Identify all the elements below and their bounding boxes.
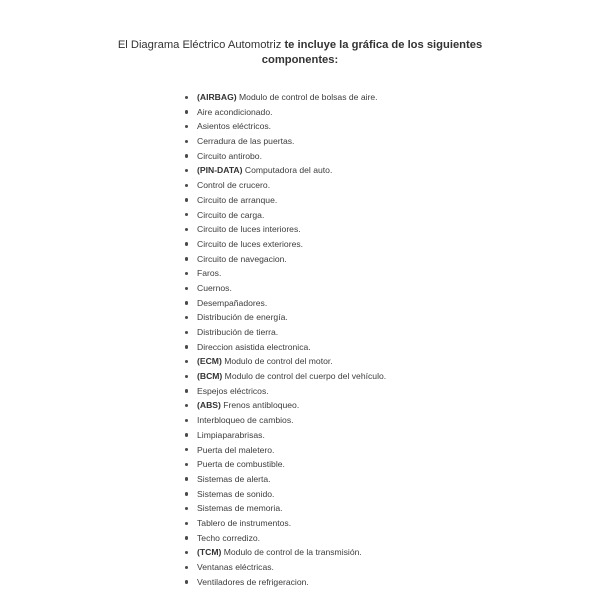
bullet-icon — [185, 360, 188, 363]
component-label: Puerta de combustible. — [197, 459, 285, 470]
component-code: (ECM) — [197, 356, 222, 367]
list-item — [183, 501, 386, 516]
list-item — [183, 222, 386, 237]
list-item — [183, 237, 386, 252]
list-item — [183, 208, 386, 223]
list-item — [183, 457, 386, 472]
list-item — [183, 428, 386, 443]
bullet-icon — [185, 522, 188, 525]
bullet-icon — [185, 492, 188, 495]
bullet-icon — [185, 404, 188, 407]
component-label: Circuito de luces exteriores. — [197, 238, 304, 249]
component-code: (BCM) — [197, 371, 223, 382]
list-item — [183, 90, 386, 105]
component-label: Modulo de control del cuerpo del vehículo. — [222, 371, 387, 382]
list-item — [183, 369, 386, 384]
bullet-icon — [185, 198, 188, 201]
bullet-icon — [185, 389, 188, 392]
list-item — [183, 487, 386, 502]
list-item — [183, 545, 386, 560]
component-label: Interbloqueo de cambios. — [197, 415, 294, 426]
bullet-icon — [185, 331, 188, 334]
bullet-icon — [185, 110, 188, 113]
component-label: Control de crucero. — [197, 180, 271, 191]
list-item — [183, 325, 386, 340]
component-label: Distribución de energía. — [197, 312, 288, 323]
bullet-icon — [185, 96, 188, 99]
list-item — [183, 119, 386, 134]
list-item — [183, 575, 386, 590]
component-label: Circuito de arranque. — [197, 194, 278, 205]
bullet-icon — [185, 140, 188, 143]
bullet-icon — [185, 463, 188, 466]
component-label: Sistemas de sonido. — [197, 488, 275, 499]
bullet-icon — [185, 477, 188, 480]
bullet-icon — [185, 287, 188, 290]
list-item — [183, 413, 386, 428]
component-label: Techo corredizo. — [197, 532, 261, 543]
component-label: Modulo de control del motor. — [221, 356, 333, 367]
component-code: (TCM) — [197, 547, 222, 558]
list-item — [183, 398, 386, 413]
component-label: Frenos antibloqueo. — [220, 400, 300, 411]
component-label: Computadora del auto. — [242, 165, 333, 176]
component-code: (AIRBAG) — [197, 92, 237, 102]
bullet-icon — [185, 448, 188, 451]
list-item — [183, 340, 386, 355]
bullet-icon — [185, 154, 188, 157]
bullet-icon — [185, 345, 188, 348]
list-item — [183, 516, 386, 531]
heading-intro-text: El Diagrama Eléctrico Automotriz — [117, 39, 285, 51]
bullet-icon — [185, 169, 188, 172]
list-item — [183, 531, 386, 546]
component-label: Faros. — [197, 268, 222, 279]
list-item — [183, 296, 386, 311]
list-item — [183, 266, 386, 281]
component-label: Circuito de navegacion. — [197, 253, 287, 264]
bullet-icon — [185, 242, 188, 245]
list-item — [183, 252, 386, 267]
component-label: Asientos eléctricos. — [197, 121, 272, 132]
component-label: Ventiladores de refrigeracion. — [197, 576, 309, 587]
components-list — [183, 90, 386, 589]
list-item — [183, 134, 386, 149]
component-label: Distribución de tierra. — [197, 327, 279, 337]
list-item — [183, 443, 386, 458]
component-label: Desempañadores. — [197, 297, 268, 308]
bullet-icon — [185, 580, 188, 583]
component-label: Cuernos. — [197, 282, 232, 293]
bullet-icon — [185, 566, 188, 569]
bullet-icon — [185, 125, 188, 128]
bullet-icon — [185, 551, 188, 554]
list-item — [183, 163, 386, 178]
component-label: Cerradura de las puertas. — [197, 136, 295, 147]
bullet-icon — [185, 375, 188, 378]
component-label: Puerta del maletero. — [197, 444, 275, 455]
list-item — [183, 178, 386, 193]
list-item — [183, 472, 386, 487]
list-item — [183, 354, 386, 369]
intro-heading — [100, 38, 500, 68]
bullet-icon — [185, 301, 188, 304]
component-code: (ABS) — [197, 400, 221, 411]
bullet-icon — [185, 507, 188, 510]
bullet-icon — [185, 316, 188, 319]
component-code: (PIN-DATA) — [197, 165, 243, 176]
component-label: Sistemas de memoria. — [197, 503, 283, 514]
component-label: Circuito de luces interiores. — [197, 224, 301, 235]
list-item — [183, 281, 386, 296]
component-label: Espejos eléctricos. — [197, 385, 269, 396]
bullet-icon — [185, 419, 188, 422]
list-item — [183, 105, 386, 120]
list-item — [183, 193, 386, 208]
component-label: Circuito de carga. — [197, 209, 265, 220]
component-label: Modulo de control de bolsas de aire. — [236, 92, 378, 102]
bullet-icon — [185, 213, 188, 216]
component-label: Ventanas eléctricas. — [197, 562, 274, 572]
component-label: Sistemas de alerta. — [197, 473, 271, 484]
list-item — [183, 310, 386, 325]
component-label: Circuito antirobo. — [197, 150, 262, 161]
component-label: Tablero de instrumentos. — [197, 517, 292, 528]
list-item — [183, 149, 386, 164]
list-item — [183, 560, 386, 575]
component-label: Limpiaparabrisas. — [197, 429, 265, 440]
component-label: Aire acondicionado. — [197, 106, 273, 117]
component-label: Modulo de control de la transmisión. — [221, 547, 362, 558]
heading-bold-text: te incluye la gráfica de los siguientes componentes: — [261, 39, 483, 66]
list-item — [183, 384, 386, 399]
bullet-icon — [185, 257, 188, 260]
bullet-icon — [185, 228, 188, 231]
bullet-icon — [185, 433, 188, 436]
bullet-icon — [185, 184, 188, 187]
bullet-icon — [185, 272, 188, 275]
bullet-icon — [185, 536, 188, 539]
component-label: Direccion asistida electronica. — [197, 341, 311, 352]
